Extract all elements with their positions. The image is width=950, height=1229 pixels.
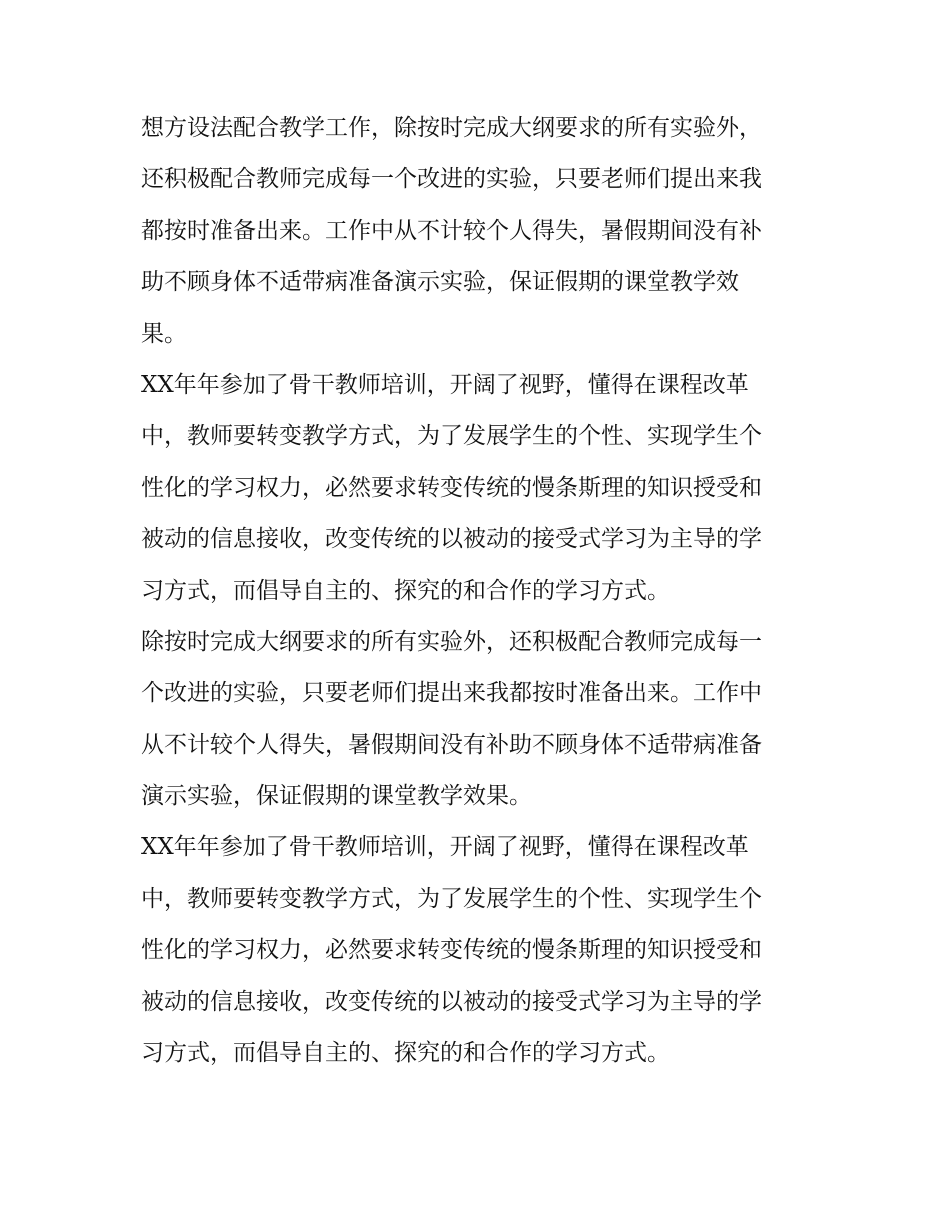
- text-line: 想方设法配合教学工作，除按时完成大纲要求的所有实验外，: [141, 115, 762, 141]
- text-line: 还积极配合教师完成每一个改进的实验，只要老师们提出来我: [141, 166, 762, 193]
- text-line: 被动的信息接收，改变传统的以被动的接受式学习为主导的学: [141, 526, 762, 553]
- text-line: 习方式，而倡导自主的、探究的和合作的学习方式。: [141, 577, 670, 604]
- text-line: 性化的学习权力，必然要求转变传统的慢条斯理的知识授受和: [141, 474, 762, 501]
- text-line: 除按时完成大纲要求的所有实验外，还积极配合教师完成每一: [141, 628, 762, 655]
- text-line: 中，教师要转变教学方式，为了发展学生的个性、实现学生个: [141, 423, 762, 450]
- text-line: 演示实验，保证假期的课堂教学效果。: [141, 783, 532, 810]
- text-line: 助不顾身体不适带病准备演示实验，保证假期的课堂教学效: [141, 269, 739, 296]
- text-line: 中，教师要转变教学方式，为了发展学生的个性、实现学生个: [141, 885, 762, 912]
- text-line: 习方式，而倡导自主的、探究的和合作的学习方式。: [141, 1040, 670, 1067]
- text-line: 被动的信息接收，改变传统的以被动的接受式学习为主导的学: [141, 988, 762, 1015]
- text-line: XX年年参加了骨干教师培训，开阔了视野，懂得在课程改革: [141, 834, 749, 861]
- text-line: 都按时准备出来。工作中从不计较个人得失，暑假期间没有补: [141, 217, 762, 244]
- text-line: 果。: [141, 320, 187, 347]
- document-body: [141, 103, 821, 1079]
- text-line: 性化的学习权力，必然要求转变传统的慢条斯理的知识授受和: [141, 937, 762, 964]
- text-line: 个改进的实验，只要老师们提出来我都按时准备出来。工作中: [141, 680, 762, 707]
- text-line: XX年年参加了骨干教师培训，开阔了视野，懂得在课程改革: [141, 371, 749, 398]
- text-line: 从不计较个人得失，暑假期间没有补助不顾身体不适带病准备: [141, 731, 762, 758]
